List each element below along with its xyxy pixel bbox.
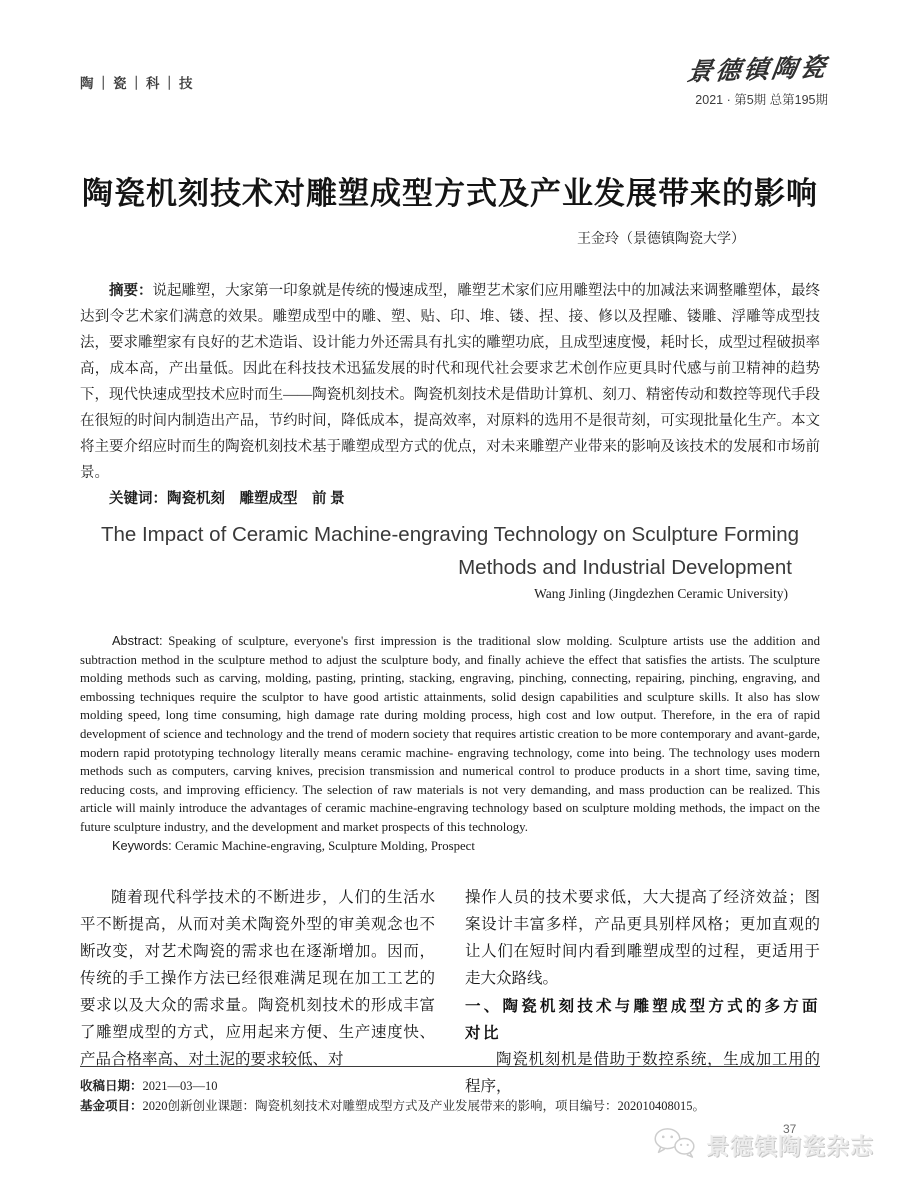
article-title-en-line1: The Impact of Ceramic Machine-engraving Technology on Sculpture Forming — [100, 523, 800, 546]
body-paragraph-2: 陶瓷机刻机是借助于数控系统，生成加工用的程序， — [465, 1051, 820, 1095]
received-date-label: 收稿日期： — [80, 1079, 143, 1093]
article-title-cn: 陶瓷机刻技术对雕塑成型方式及产业发展带来的影响 — [82, 176, 818, 211]
journal-header — [685, 50, 831, 108]
keywords-cn-line — [80, 486, 820, 512]
body-columns — [80, 884, 820, 1100]
journal-calligraphy-logo: 景德镇陶瓷 — [685, 52, 831, 87]
body-column-left — [80, 884, 435, 1100]
column-section-label: 陶｜瓷｜科｜技 — [80, 76, 196, 91]
keywords-cn-text: 陶瓷机刻 雕塑成型 前 景 — [167, 491, 345, 507]
article-title-en-line2: Methods and Industrial Development — [458, 556, 792, 579]
body-paragraph-1-continued: 操作人员的技术要求低，大大提高了经济效益；图案设计丰富多样，产品更具别样风格；更加直观的让人们在短时间内看到雕塑成型的过程，更适用于走大众路线。 — [465, 889, 820, 987]
author-line-en: Wang Jinling (Jingdezhen Ceramic University) — [534, 586, 788, 601]
received-date-value: 2021—03—10 — [142, 1079, 218, 1093]
footnotes-block — [80, 1076, 820, 1116]
body-column-right — [465, 884, 820, 1100]
abstract-en-paragraph — [80, 632, 820, 837]
keywords-cn-label: 关键词： — [109, 491, 167, 507]
abstract-cn-text: 说起雕塑，大家第一印象就是传统的慢速成型，雕塑艺术家们应用雕塑法中的加减法来调整雕塑体，最终达到令艺术家们满意的效果。雕塑成型中的雕、塑、贴、印、堆、镂、捏、接、修以及捏雕、镂雕、浮雕等成型技法，要求雕塑家有良好的艺术造诣、设计能力外还需具有扎实的雕塑功底，且成型速度慢，耗时长，成型过程破损率高，成本高，产出量低。因此在科技技术迅猛发展的时代和现代社会要求艺术创作应更具时代感与前卫精神的趋势下，现代快速成型技术应时而生——陶瓷机刻技术。陶瓷机刻技术是借助计算机、刻刀、精密传动和数控等现代手段在很短的时间内制造出产品，节约时间，降低成本，提高效率，对原料的选用不是很苛刻，可实现批量化生产。本文将主要介绍应时而生的陶瓷机刻技术基于雕塑成型方式的优点，对未来雕塑产业带来的影响及该技术的发展和市场前景。 — [80, 283, 820, 481]
keywords-en-text: Ceramic Machine-engraving, Sculpture Molding, Prospect — [171, 838, 475, 853]
footnote-divider — [80, 1066, 820, 1067]
body-paragraph-1: 随着现代科学技术的不断进步，人们的生活水平不断提高，从而对美术陶瓷外型的审美观念也不断改变，对艺术陶瓷的需求也在逐渐增加。因而，传统的手工操作方法已经很难满足现在加工工艺的要求以及大众的需求量。陶瓷机刻技术的形成丰富了雕塑成型的方式，应用起来方便、生产速度快、产品合格率高、对土泥的要求较低、对 — [80, 889, 435, 1068]
issue-info: 2021 · 第5期 总第195期 — [695, 93, 828, 107]
fund-project-line — [80, 1096, 820, 1116]
fund-project-value: 2020创新创业课题：陶瓷机刻技术对雕塑成型方式及产业发展带来的影响，项目编号：202010408015。 — [142, 1099, 706, 1113]
abstract-en-label: Abstract: — [112, 633, 163, 648]
article-title-en — [80, 518, 820, 584]
abstract-cn-paragraph — [80, 278, 820, 486]
section-heading-1: 一、陶瓷机刻技术与雕塑成型方式的多方面对比 — [465, 996, 820, 1042]
author-line-cn: 王金玲（景德镇陶瓷大学） — [577, 232, 745, 247]
keywords-en-label: Keywords: — [112, 837, 172, 853]
abstract-cn-block — [80, 278, 820, 512]
abstract-en-text: Speaking of sculpture, everyone's first impression is the traditional slow molding. Sculpture artists use the addition and subtraction method in the sculpture method to adjust the sculpture body, and finally achieve the effect that satisfies the artists. The sculpture molding methods such as carving, molding, pasting, printing, stacking, engraving, pinching, connecting, repairing, pinching, engraving, and embossing techniques require the sculptor to have good artistic attainments, solid design capabilities and sculpture skills. It also has slow molding speed, long time consuming, high damage rate during molding process, high cost and low output. Therefore, in the era of rapid development of science and technology and the trend of modern society that requires artistic creation to be more contemporary and avant-garde, modern rapid prototyping technology literally means ceramic machine- engraving technology, come into being. The technology uses modern methods such as computers, carving knives, precision transmission and numerical control to produce products in a short time, saving time, reducing costs, and improving efficiency. The selection of raw materials is not very demanding, and mass production can be realized. This article will mainly introduce the advantages of ceramic machine-engraving technology based on sculpture molding methods, the impact on the future sculpture industry, and the development and market prospects of this technology. — [80, 634, 820, 834]
fund-project-label: 基金项目： — [80, 1099, 143, 1113]
wechat-icon — [652, 1126, 698, 1163]
journal-watermark — [652, 1126, 874, 1163]
received-date-line — [80, 1076, 820, 1096]
watermark-text: 景德镇陶瓷杂志 — [706, 1133, 874, 1159]
keywords-en-line — [80, 837, 820, 856]
abstract-en-block — [80, 632, 820, 855]
page-number: 37 — [783, 1122, 797, 1136]
abstract-cn-label: 摘要： — [109, 283, 153, 299]
